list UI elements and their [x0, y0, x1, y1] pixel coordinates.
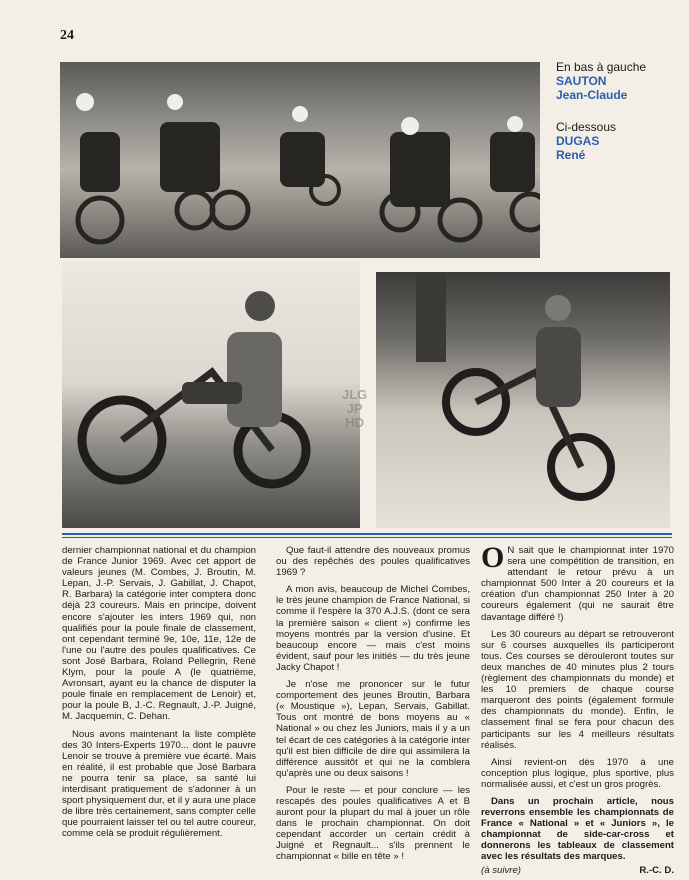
paragraph: dernier championnat national et du champion de France Junior 1969. Avec cet apport de valeurs jeunes (M. Combes, J. Broutin, M. Lepan, J.-P. Servais, J. Gabillat, J. Chapot, R. Barbara) la catégorie inter comptera donc déjà 23 coureurs. Mais en principe, doivent encore s'ajouter les inters 1969 qui, non qualifiés pour la poule finale de classement, ont cependant terminé 9e, 10e, 11e, 12e de l'une ou l'autre des poules qualificatives. Ce sont José Barbara, Roland Pellegrin, René Klym, pour la poule A (le quatrième, Avronsart, ayant eu la chance de disputer la poule finale en remplacement de Lenoir) et, pour la poule B, J.-C. Regnault, J.-P. Juigné, M. Jacquemin, C. Dehan. — [62, 545, 256, 723]
paragraph-bold: Dans un prochain article, nous reverrons ensemble les championnats de France « National » et « Juniors », le championnat de side-car-cross et donnerons les tableaux de classement avec les résultats des marques. — [481, 795, 674, 863]
caption-name-firstname: René — [556, 148, 586, 162]
article-column-2 — [276, 545, 470, 869]
caption-name-surname: DUGAS — [556, 134, 600, 148]
paragraph-lead: O N sait que le championnat inter 1970 sera une compétition de transition, en attendant le retour prévu à un championnat 500 Inter à 20 coureurs et la création d'un championnat 250 Inter à 20 coureurs également (qui ne saurait être davantage différé !) — [481, 541, 674, 623]
paragraph: Nous avons maintenant la liste complète des 30 Inters-Experts 1970... dont le pauvre Lenoir se trouve à première vue écarté. Mais en réalité, il est probable que José Barbara ne pourra tenir sa place, sa santé lui interdisant pratiquement de s'adonner à un sport physiquement dur, et il y aura une place de libre très certainement, sans compter celle que pourraient laisser tel ou tel autre coureur, comme celà se produit régulièrement. — [62, 728, 256, 840]
paragraph: Les 30 coureurs au départ se retrouveront sur 6 courses auxquelles ils participeront tous. Ces courses se dérouleront toutes sur deux manches de 40 minutes plus 2 tours (règlement des championnats du monde) et les 10 premiers de chaque course marqueront des points (également formule des championnats du monde). Enfin, le classement final se fera pour chacun des participants sur les 4 meilleurs résultats réalisés. — [481, 628, 674, 751]
paragraph: Je n'ose me prononcer sur le futur comportement des jeunes Broutin, Barbara (« Moustique »), Lepan, Servais, Gabillat. Tous ont montré de bons moyens au « National » ou chez les Juniors, mais il y a un tel écart de ces catégories à la catégorie inter qu'il est bien difficile de dire qui assimilera la différence aussitôt et qui ne la comblera qu'après une ou deux saisons ! — [276, 679, 470, 779]
article-column-3 — [481, 541, 674, 876]
caption-below — [556, 120, 681, 162]
paragraph: Pour le reste — et pour conclure — les rescapés des poules qualificatives A et B auront pour la plupart du mal à jouer un rôle dans le prochain championnat. On doit cependant accorder un certain crédit à Juigné et Regnault... s'ils prennent le championnat « bille en tête » ! — [276, 784, 470, 863]
paragraph: Ainsi revient-on dès 1970 à une conception plus logique, plus sportive, plus normalisée aussi, et c'est un gros progrès. — [481, 756, 674, 790]
caption-name-surname: SAUTON — [556, 74, 607, 88]
caption-name-firstname: Jean-Claude — [556, 88, 628, 102]
signoff — [481, 865, 674, 876]
photo-rider-sauton — [62, 262, 360, 528]
paragraph: Que faut-il attendre des nouveaux promus ou des repêchés des poules qualificatives 1969 ? — [276, 545, 470, 579]
photo-rider-dugas — [376, 272, 670, 528]
caption-label: En bas à gauche — [556, 60, 647, 74]
page-number: 24 — [60, 28, 74, 43]
section-divider — [62, 533, 672, 535]
drop-cap: O — [481, 541, 505, 574]
caption-label: Ci-dessous — [556, 120, 617, 134]
author-signature: R.-C. D. — [639, 864, 674, 876]
paragraph: A mon avis, beaucoup de Michel Combes, le très jeune champion de France National, si comme il l'espère la 370 A.J.S. (dont ce sera la première saison « client ») confirme les moyens montrés par la version d'usine. Et beaucoup encore — mais c'est moins évident, sauf pour les initiés — du très jeune Jacky Chapot ! — [276, 584, 470, 673]
caption-bottom-left — [556, 60, 681, 102]
photo-motocross-pack — [60, 62, 540, 258]
watermark: JLG JP HD — [342, 387, 368, 430]
to-follow-note: (à suivre) — [481, 864, 521, 876]
article-column-1 — [62, 545, 256, 845]
section-divider-thin — [62, 537, 672, 538]
